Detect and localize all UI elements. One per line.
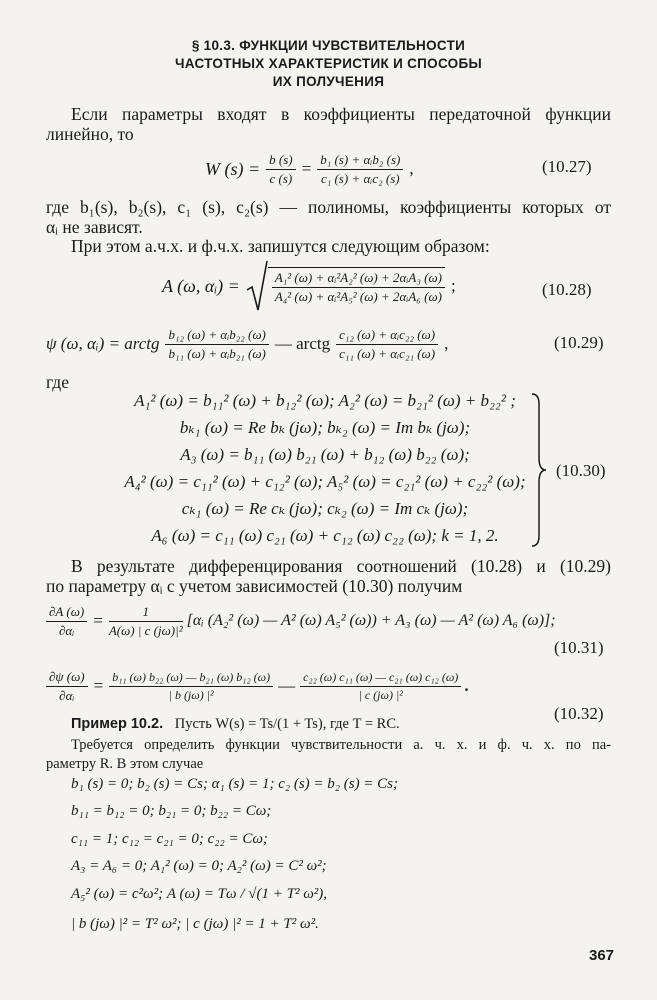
eq1031-rest: [αᵢ (A₂² (ω) — A² (ω) A₅² (ω)) + A₃ (ω) — A² (ω) A₆ (ω)]; <box>186 612 556 629</box>
eq1027-lhs: W (s) = <box>205 158 261 179</box>
eq1027-equals: = <box>301 159 312 178</box>
equation-10-27 <box>205 146 414 192</box>
eq1032-f2-den: | b (jω) |² <box>168 687 214 702</box>
eq1032-fraction-2 <box>109 670 273 703</box>
eq1029-fraction-2 <box>336 327 438 362</box>
example-eq-5: A₅² (ω) = c²ω²; A (ω) = Tω / √(1 + T² ω²), <box>71 886 328 902</box>
eq1032-f1-den: ∂αᵢ <box>59 687 75 703</box>
eq1030-row-1: A₁² (ω) = b₁₁² (ω) + b₁₂² (ω); A₂² (ω) = b₂₁² (ω) + b₂₂² ; <box>134 391 516 410</box>
eq1032-f2-num: b₁₁ (ω) b₂₂ (ω) — b₂₁ (ω) b₁₂ (ω) <box>109 670 273 687</box>
eq1032-equals: = <box>93 676 104 695</box>
section-heading-line2: ЧАСТОТНЫХ ХАРАКТЕРИСТИК И СПОСОБЫ <box>174 56 483 71</box>
eq1032-fraction-1 <box>46 669 88 704</box>
page-number: 367 <box>589 947 615 964</box>
eq1031-fraction-1 <box>46 604 87 639</box>
section-heading-line1: § 10.3. ФУНКЦИИ ЧУВСТВИТЕЛЬНОСТИ <box>191 38 466 53</box>
eq1027-f2-num: b₁ (s) + αᵢb₂ (s) <box>317 152 403 170</box>
eq1031-equals: = <box>93 611 103 630</box>
sqrt-radical-icon <box>246 260 268 312</box>
eq1029-tail: , <box>444 334 449 353</box>
equation-number-10-27: (10.27) <box>542 157 592 176</box>
eq1027-fraction-2 <box>317 152 403 187</box>
eq1029-f2-num: c₁₂ (ω) + αᵢc₂₂ (ω) <box>336 327 438 345</box>
example-eq-3: c₁₁ = 1; c₁₂ = c₂₁ = 0; c₂₂ = Cω; <box>71 831 268 847</box>
paragraph-2-line2: αᵢ не зависят. <box>46 217 143 237</box>
example-text: Пусть W(s) = Ts/(1 + Ts), где T = RC. <box>174 716 400 732</box>
equation-number-10-31: (10.31) <box>554 638 604 657</box>
eq1031-f2-den: A(ω) | c (jω)|² <box>108 622 183 638</box>
eq1032-fraction-3 <box>300 670 461 703</box>
right-brace-icon <box>530 392 548 548</box>
example-eq-4: A₃ = A₆ = 0; A₁² (ω) = 0; A₂² (ω) = C² ω²; <box>71 858 327 874</box>
example-heading <box>71 716 400 733</box>
paragraph-4-line2: по параметру αᵢ с учетом зависимостей (10.30) получим <box>46 576 463 596</box>
eq1031-fraction-2 <box>109 604 183 639</box>
equation-10-28 <box>162 258 456 314</box>
eq1029-mid: — arctg <box>274 334 331 353</box>
eq1031-f1-den: ∂αᵢ <box>58 622 75 638</box>
eq1029-lhs: ψ (ω, αᵢ) = arctg <box>46 334 160 353</box>
eq1028-num: A₁² (ω) + αᵢ²A₂² (ω) + 2αᵢA₃ (ω) <box>272 270 445 288</box>
equation-10-31 <box>46 598 556 644</box>
eq1032-f1-num: ∂ψ (ω) <box>46 669 88 687</box>
equation-number-10-28: (10.28) <box>542 280 592 299</box>
example-eq-2: b₁₁ = b₁₂ = 0; b₂₁ = 0; b₂₂ = Cω; <box>71 803 272 819</box>
paragraph-1-line1: Если параметры входят в коэффициенты передаточной функции <box>71 104 611 124</box>
example-eq-6: | b (jω) |² = T² ω²; | c (jω) |² = 1 + T² ω². <box>71 916 319 932</box>
example-eq-1: b₁ (s) = 0; b₂ (s) = Cs; α₁ (s) = 1; c₂ (s) = b₂ (s) = Cs; <box>71 776 399 792</box>
eq1030-row-6: A₆ (ω) = c₁₁ (ω) c₂₁ (ω) + c₁₂ (ω) c₂₂ (ω); k = 1, 2. <box>151 526 499 545</box>
eq1032-f3-den: | c (jω) |² <box>358 687 403 702</box>
eq1027-f1-num: b (s) <box>266 152 295 170</box>
equation-number-10-30: (10.30) <box>556 461 606 480</box>
eq1030-row-3: A₃ (ω) = b₁₁ (ω) b₂₁ (ω) + b₁₂ (ω) b₂₂ (ω); <box>180 445 470 464</box>
paragraph-2-line1: где b₁(s), b₂(s), c₁ (s), c₂(s) — полиномы, коэффициенты которых от <box>46 197 611 217</box>
eq1030-row-2: bₖ₁ (ω) = Re bₖ (jω); bₖ₂ (ω) = Im bₖ (jω); <box>179 418 471 437</box>
eq1032-minus: — <box>278 676 296 695</box>
eq1029-fraction-1 <box>165 327 268 362</box>
eq1028-den: A₄² (ω) + αᵢ²A₅² (ω) + 2αᵢA₆ (ω) <box>274 289 442 304</box>
example-line3: раметру R. В этом случае <box>46 756 204 772</box>
eq1029-f1-num: b₁₂ (ω) + αᵢb₂₂ (ω) <box>165 327 268 345</box>
eq1027-fraction-1 <box>266 152 295 187</box>
paragraph-1-line2: линейно, то <box>46 124 134 144</box>
equation-number-10-32: (10.32) <box>554 704 604 723</box>
equation-10-32 <box>46 663 469 709</box>
eq1028-radicand <box>268 267 445 305</box>
paragraph-4-line1: В результате дифференцирования соотношений (10.28) и (10.29) <box>71 556 611 576</box>
eq1028-lhs: A (ω, αᵢ) = <box>162 275 240 296</box>
section-heading-line3: ИХ ПОЛУЧЕНИЯ <box>272 74 385 89</box>
eq1032-tail: . <box>464 676 469 695</box>
eq1027-tail: , <box>409 159 414 178</box>
eq1029-f1-den: b₁₁ (ω) + αᵢb₂₁ (ω) <box>168 345 266 361</box>
eq1029-f2-den: c₁₁ (ω) + αᵢc₂₁ (ω) <box>339 345 436 361</box>
eq1030-row-5: cₖ₁ (ω) = Re cₖ (jω); cₖ₂ (ω) = Im cₖ (jω); <box>181 499 469 518</box>
eq1032-f3-num: c₂₂ (ω) c₁₁ (ω) — c₂₁ (ω) c₁₂ (ω) <box>300 670 461 687</box>
eq1031-f2-num: 1 <box>109 604 183 622</box>
word-gde: где <box>46 372 69 392</box>
example-title: Пример 10.2. <box>71 716 164 732</box>
eq1028-tail: ; <box>450 276 456 295</box>
eq1030-row-4: A₄² (ω) = c₁₁² (ω) + c₁₂² (ω); A₅² (ω) = c₂₁² (ω) + c₂₂² (ω); <box>124 472 526 491</box>
eq1027-f1-den: c (s) <box>269 170 293 186</box>
equation-10-29 <box>46 322 448 366</box>
example-line2: Требуется определить функции чувствительности а. ч. х. и ф. ч. х. по па- <box>71 737 611 753</box>
paragraph-3: При этом а.ч.х. и ф.ч.х. запишутся следующим образом: <box>71 236 490 256</box>
eq1027-f2-den: c₁ (s) + αᵢc₂ (s) <box>320 170 400 186</box>
eq1031-f1-num: ∂A (ω) <box>46 604 87 622</box>
equation-number-10-29: (10.29) <box>554 333 604 352</box>
